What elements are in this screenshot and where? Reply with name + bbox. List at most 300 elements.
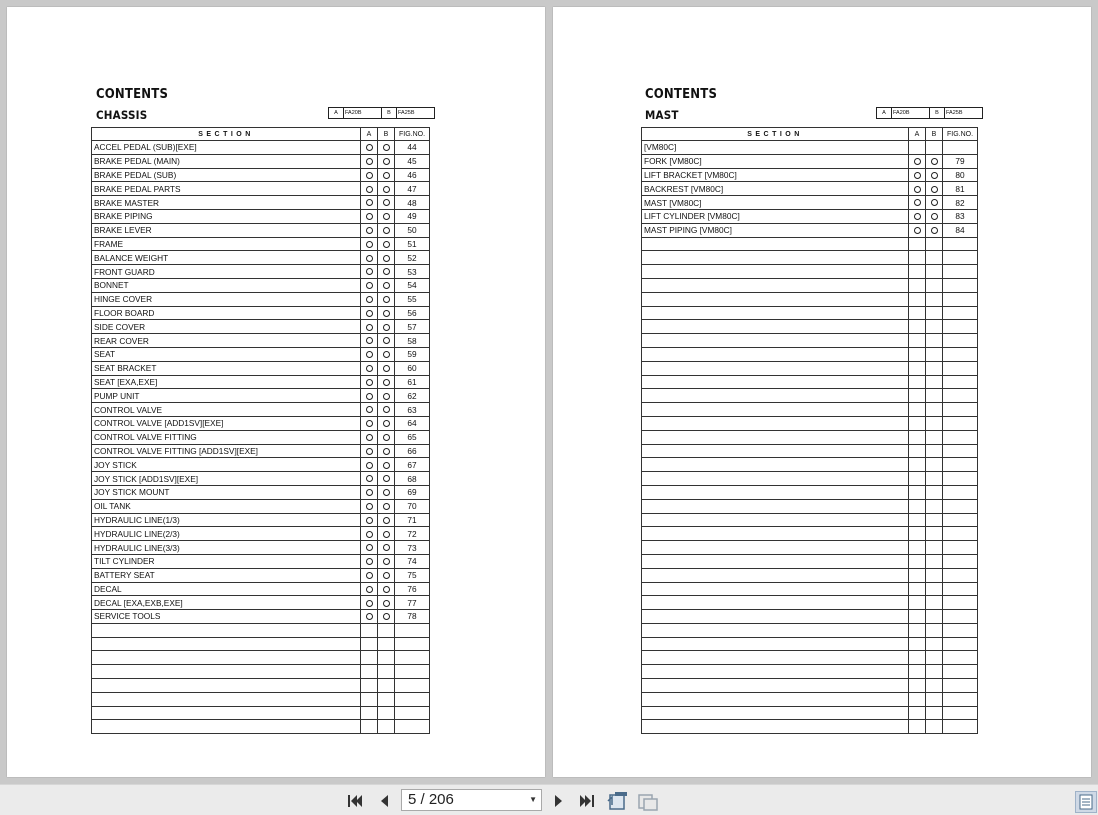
table-row — [92, 610, 430, 624]
section-cell: DECAL — [92, 582, 361, 596]
figure-number: 69 — [395, 485, 430, 499]
figure-number — [395, 665, 430, 679]
circle-mark-icon — [366, 600, 373, 607]
next-page-icon[interactable] — [549, 791, 569, 811]
availability-mark — [909, 513, 926, 527]
sidebar-toggle-icon[interactable] — [1075, 791, 1097, 813]
circle-mark-icon — [383, 572, 390, 579]
table-row — [642, 596, 978, 610]
page-number-field[interactable] — [401, 789, 542, 811]
table-row — [92, 251, 430, 265]
figure-number — [395, 692, 430, 706]
section-cell — [642, 706, 909, 720]
availability-mark — [378, 637, 395, 651]
availability-mark — [361, 237, 378, 251]
table-row — [642, 720, 978, 734]
availability-mark — [378, 458, 395, 472]
figure-number — [943, 472, 978, 486]
circle-mark-icon — [366, 544, 373, 551]
figure-number — [943, 665, 978, 679]
section-cell — [642, 568, 909, 582]
availability-mark — [378, 623, 395, 637]
section-cell — [642, 292, 909, 306]
figure-number — [943, 499, 978, 513]
figure-number: 82 — [943, 196, 978, 210]
figure-number: 54 — [395, 278, 430, 292]
figure-number — [395, 706, 430, 720]
availability-mark — [926, 251, 943, 265]
chevron-down-icon[interactable]: ▼ — [529, 795, 537, 804]
availability-mark — [926, 499, 943, 513]
availability-mark — [378, 416, 395, 430]
circle-mark-icon — [383, 586, 390, 593]
availability-mark — [361, 320, 378, 334]
table-row — [92, 458, 430, 472]
availability-mark — [361, 582, 378, 596]
availability-mark — [909, 541, 926, 555]
model-b-label: B — [381, 108, 397, 118]
figure-number — [943, 141, 978, 155]
circle-mark-icon — [366, 158, 373, 165]
section-cell — [642, 430, 909, 444]
circle-mark-icon — [931, 186, 938, 193]
prev-page-icon[interactable] — [374, 791, 394, 811]
availability-mark — [926, 292, 943, 306]
circle-mark-icon — [383, 475, 390, 482]
figure-number — [943, 403, 978, 417]
section-cell: HINGE COVER — [92, 292, 361, 306]
model-a-label: A — [329, 108, 344, 118]
circle-mark-icon — [383, 351, 390, 358]
section-header: SECTION — [642, 128, 909, 141]
first-page-icon[interactable] — [345, 791, 365, 811]
availability-mark — [378, 182, 395, 196]
circle-mark-icon — [383, 282, 390, 289]
availability-mark — [378, 706, 395, 720]
table-row — [642, 679, 978, 693]
figure-number — [943, 610, 978, 624]
availability-mark — [926, 568, 943, 582]
table-row — [92, 375, 430, 389]
section-cell: BRAKE PEDAL PARTS — [92, 182, 361, 196]
section-cell: SERVICE TOOLS — [92, 610, 361, 624]
table-row — [642, 292, 978, 306]
availability-mark — [378, 278, 395, 292]
circle-mark-icon — [383, 393, 390, 400]
availability-mark — [926, 375, 943, 389]
circle-mark-icon — [366, 241, 373, 248]
section-cell — [92, 692, 361, 706]
availability-mark — [909, 499, 926, 513]
table-row — [642, 334, 978, 348]
fig-header: FIG.NO. — [943, 128, 978, 141]
section-cell — [642, 554, 909, 568]
section-cell: FLOOR BOARD — [92, 306, 361, 320]
single-page-view-icon[interactable] — [607, 791, 629, 811]
section-cell: BRAKE LEVER — [92, 223, 361, 237]
circle-mark-icon — [914, 158, 921, 165]
model-legend — [328, 107, 435, 119]
circle-mark-icon — [931, 158, 938, 165]
table-row — [642, 347, 978, 361]
availability-mark — [909, 223, 926, 237]
table-row — [642, 251, 978, 265]
figure-number: 77 — [395, 596, 430, 610]
circle-mark-icon — [366, 420, 373, 427]
table-row — [642, 430, 978, 444]
table-row — [92, 541, 430, 555]
availability-mark — [378, 196, 395, 210]
availability-mark — [909, 334, 926, 348]
figure-number — [943, 444, 978, 458]
availability-mark — [926, 361, 943, 375]
availability-mark — [361, 499, 378, 513]
figure-number — [943, 347, 978, 361]
table-row — [92, 706, 430, 720]
availability-mark — [926, 168, 943, 182]
table-row — [92, 154, 430, 168]
availability-mark — [378, 541, 395, 555]
section-cell — [92, 720, 361, 734]
viewer-toolbar — [0, 784, 1098, 815]
circle-mark-icon — [931, 172, 938, 179]
section-cell — [642, 251, 909, 265]
section-cell — [642, 320, 909, 334]
last-page-icon[interactable] — [577, 791, 597, 811]
table-row — [642, 513, 978, 527]
availability-mark — [926, 637, 943, 651]
section-cell — [642, 513, 909, 527]
availability-mark — [926, 389, 943, 403]
availability-mark — [378, 361, 395, 375]
section-cell: SEAT [EXA,EXE] — [92, 375, 361, 389]
availability-mark — [378, 582, 395, 596]
section-cell — [642, 665, 909, 679]
figure-number — [943, 513, 978, 527]
availability-mark — [926, 306, 943, 320]
table-row — [92, 403, 430, 417]
circle-mark-icon — [383, 558, 390, 565]
circle-mark-icon — [366, 324, 373, 331]
figure-number: 65 — [395, 430, 430, 444]
circle-mark-icon — [383, 462, 390, 469]
table-row — [92, 554, 430, 568]
availability-mark — [361, 196, 378, 210]
section-title: CHASSIS — [96, 108, 148, 122]
availability-mark — [361, 278, 378, 292]
circle-mark-icon — [383, 531, 390, 538]
availability-mark — [909, 679, 926, 693]
availability-mark — [909, 430, 926, 444]
availability-mark — [378, 554, 395, 568]
section-cell — [642, 485, 909, 499]
circle-mark-icon — [914, 199, 921, 206]
table-row — [642, 403, 978, 417]
table-row — [92, 513, 430, 527]
figure-number — [943, 306, 978, 320]
table-row — [642, 320, 978, 334]
table-row — [92, 637, 430, 651]
section-cell: PUMP UNIT — [92, 389, 361, 403]
availability-mark — [361, 223, 378, 237]
availability-mark — [378, 499, 395, 513]
two-page-view-icon[interactable] — [637, 791, 659, 811]
availability-mark — [361, 679, 378, 693]
circle-mark-icon — [366, 462, 373, 469]
figure-number — [943, 278, 978, 292]
figure-number — [943, 554, 978, 568]
availability-mark — [909, 265, 926, 279]
figure-number — [943, 334, 978, 348]
figure-number — [943, 706, 978, 720]
availability-mark — [909, 692, 926, 706]
figure-number — [943, 458, 978, 472]
availability-mark — [926, 596, 943, 610]
circle-mark-icon — [931, 213, 938, 220]
table-row — [92, 141, 430, 155]
availability-mark — [361, 527, 378, 541]
availability-mark — [361, 168, 378, 182]
section-cell: FRONT GUARD — [92, 265, 361, 279]
circle-mark-icon — [366, 144, 373, 151]
figure-number: 73 — [395, 541, 430, 555]
circle-mark-icon — [383, 213, 390, 220]
figure-number — [943, 720, 978, 734]
circle-mark-icon — [383, 503, 390, 510]
section-cell: BACKREST [VM80C] — [642, 182, 909, 196]
table-row — [92, 665, 430, 679]
circle-mark-icon — [383, 158, 390, 165]
circle-mark-icon — [366, 213, 373, 220]
availability-mark — [378, 513, 395, 527]
section-cell — [642, 623, 909, 637]
section-cell: BRAKE PIPING — [92, 209, 361, 223]
circle-mark-icon — [366, 434, 373, 441]
table-row — [92, 485, 430, 499]
circle-mark-icon — [366, 489, 373, 496]
availability-mark — [361, 389, 378, 403]
availability-mark — [361, 265, 378, 279]
availability-mark — [361, 610, 378, 624]
table-row — [642, 692, 978, 706]
table-row — [642, 444, 978, 458]
circle-mark-icon — [383, 489, 390, 496]
availability-mark — [909, 610, 926, 624]
circle-mark-icon — [366, 337, 373, 344]
section-cell — [642, 679, 909, 693]
availability-mark — [361, 375, 378, 389]
section-cell: BONNET — [92, 278, 361, 292]
table-row — [92, 692, 430, 706]
figure-number: 63 — [395, 403, 430, 417]
availability-mark — [378, 430, 395, 444]
availability-mark — [926, 347, 943, 361]
col-a-header: A — [909, 128, 926, 141]
circle-mark-icon — [366, 227, 373, 234]
availability-mark — [361, 347, 378, 361]
section-cell: SIDE COVER — [92, 320, 361, 334]
availability-mark — [926, 196, 943, 210]
circle-mark-icon — [383, 406, 390, 413]
availability-mark — [361, 472, 378, 486]
table-row — [92, 472, 430, 486]
circle-mark-icon — [383, 227, 390, 234]
section-header: SECTION — [92, 128, 361, 141]
figure-number: 56 — [395, 306, 430, 320]
section-cell: MAST PIPING [VM80C] — [642, 223, 909, 237]
table-row — [92, 320, 430, 334]
figure-number — [395, 679, 430, 693]
contents-title: CONTENTS — [645, 87, 718, 102]
availability-mark — [378, 389, 395, 403]
figure-number — [395, 720, 430, 734]
circle-mark-icon — [383, 199, 390, 206]
table-row — [92, 389, 430, 403]
availability-mark — [909, 141, 926, 155]
figure-number: 47 — [395, 182, 430, 196]
availability-mark — [361, 692, 378, 706]
section-cell: ACCEL PEDAL (SUB)[EXE] — [92, 141, 361, 155]
table-row — [642, 706, 978, 720]
table-row — [642, 375, 978, 389]
availability-mark — [378, 485, 395, 499]
availability-mark — [909, 403, 926, 417]
availability-mark — [909, 596, 926, 610]
availability-mark — [361, 141, 378, 155]
figure-number — [943, 637, 978, 651]
availability-mark — [909, 306, 926, 320]
circle-mark-icon — [383, 241, 390, 248]
figure-number: 45 — [395, 154, 430, 168]
section-cell: HYDRAULIC LINE(2/3) — [92, 527, 361, 541]
figure-number: 53 — [395, 265, 430, 279]
figure-number — [943, 430, 978, 444]
availability-mark — [909, 389, 926, 403]
circle-mark-icon — [383, 310, 390, 317]
availability-mark — [909, 582, 926, 596]
section-cell — [92, 679, 361, 693]
availability-mark — [378, 720, 395, 734]
table-row — [642, 416, 978, 430]
section-cell — [642, 720, 909, 734]
figure-number — [943, 651, 978, 665]
model-b-value: FA25B — [946, 110, 963, 116]
availability-mark — [361, 416, 378, 430]
availability-mark — [361, 182, 378, 196]
circle-mark-icon — [366, 199, 373, 206]
section-cell — [642, 403, 909, 417]
circle-mark-icon — [366, 255, 373, 262]
model-b-value: FA25B — [398, 110, 415, 116]
table-row — [92, 334, 430, 348]
figure-number: 59 — [395, 347, 430, 361]
availability-mark — [926, 665, 943, 679]
section-cell — [92, 665, 361, 679]
availability-mark — [926, 623, 943, 637]
section-cell: TILT CYLINDER — [92, 554, 361, 568]
contents-table — [641, 127, 978, 734]
circle-mark-icon — [931, 227, 938, 234]
section-cell: OIL TANK — [92, 499, 361, 513]
table-row — [92, 278, 430, 292]
figure-number: 57 — [395, 320, 430, 334]
circle-mark-icon — [914, 227, 921, 234]
availability-mark — [361, 361, 378, 375]
figure-number: 66 — [395, 444, 430, 458]
table-row — [642, 182, 978, 196]
availability-mark — [361, 458, 378, 472]
table-row — [92, 582, 430, 596]
table-row — [642, 458, 978, 472]
availability-mark — [361, 623, 378, 637]
availability-mark — [926, 278, 943, 292]
availability-mark — [361, 541, 378, 555]
figure-number: 70 — [395, 499, 430, 513]
table-row — [642, 582, 978, 596]
circle-mark-icon — [366, 517, 373, 524]
figure-number: 80 — [943, 168, 978, 182]
table-row — [642, 568, 978, 582]
table-row — [642, 623, 978, 637]
availability-mark — [926, 223, 943, 237]
figure-number — [943, 375, 978, 389]
table-row — [642, 223, 978, 237]
figure-number: 67 — [395, 458, 430, 472]
availability-mark — [909, 182, 926, 196]
availability-mark — [909, 444, 926, 458]
availability-mark — [926, 458, 943, 472]
figure-number: 58 — [395, 334, 430, 348]
availability-mark — [909, 665, 926, 679]
table-row — [642, 637, 978, 651]
availability-mark — [926, 610, 943, 624]
section-cell: BRAKE MASTER — [92, 196, 361, 210]
figure-number — [943, 292, 978, 306]
section-cell — [642, 541, 909, 555]
availability-mark — [361, 334, 378, 348]
availability-mark — [909, 472, 926, 486]
availability-mark — [926, 554, 943, 568]
figure-number — [943, 320, 978, 334]
table-row — [642, 554, 978, 568]
availability-mark — [361, 292, 378, 306]
table-row — [92, 596, 430, 610]
availability-mark — [361, 706, 378, 720]
figure-number — [943, 568, 978, 582]
figure-number: 72 — [395, 527, 430, 541]
table-row — [92, 527, 430, 541]
contents-table — [91, 127, 430, 734]
table-row — [642, 154, 978, 168]
figure-number: 79 — [943, 154, 978, 168]
section-cell — [642, 375, 909, 389]
figure-number: 83 — [943, 209, 978, 223]
circle-mark-icon — [383, 186, 390, 193]
section-cell: CONTROL VALVE [ADD1SV][EXE] — [92, 416, 361, 430]
section-cell: FORK [VM80C] — [642, 154, 909, 168]
table-row — [92, 361, 430, 375]
availability-mark — [361, 251, 378, 265]
availability-mark — [926, 237, 943, 251]
table-row — [92, 168, 430, 182]
section-cell — [642, 334, 909, 348]
figure-number: 81 — [943, 182, 978, 196]
availability-mark — [926, 706, 943, 720]
table-row — [92, 444, 430, 458]
section-cell: CONTROL VALVE — [92, 403, 361, 417]
section-cell: BRAKE PEDAL (MAIN) — [92, 154, 361, 168]
figure-number: 84 — [943, 223, 978, 237]
